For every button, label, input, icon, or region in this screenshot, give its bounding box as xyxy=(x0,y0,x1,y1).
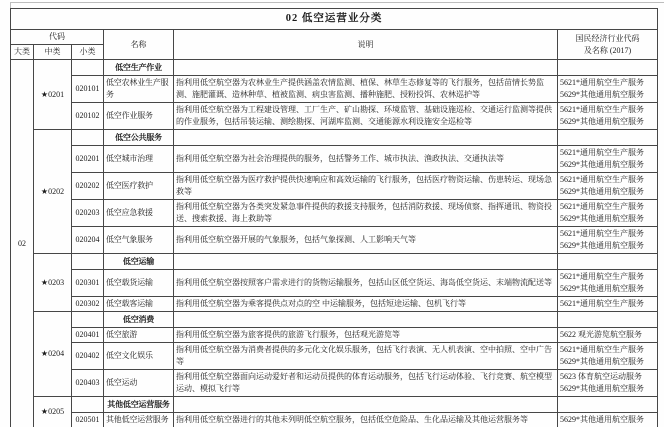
cell-industry-code xyxy=(558,60,658,76)
cell-name: 低空文化娱乐 xyxy=(104,343,174,370)
cell-name: 其他低空运营服务 xyxy=(104,413,174,427)
cell-industry-code xyxy=(558,397,658,413)
classification-table xyxy=(10,8,658,427)
header-description: 说明 xyxy=(174,30,558,60)
item-row xyxy=(11,297,658,312)
industry-code-line: 5629*其他通用航空服务 xyxy=(560,160,644,169)
cell-name: 低空气象服务 xyxy=(104,227,174,254)
industry-code-line: 5629*其他通用航空服务 xyxy=(560,214,644,223)
header-industry-code xyxy=(558,30,658,60)
category-row xyxy=(11,312,658,328)
cell-name: 低空作业服务 xyxy=(104,103,174,130)
industry-code-line: 5622 观光游览航空服务 xyxy=(560,330,642,339)
cell-industry-code xyxy=(558,103,658,130)
title-row xyxy=(11,9,658,30)
industry-code-line: 5629*其他通用航空服务 xyxy=(560,415,644,424)
cell-description: 指利用低空航空器为工程建设管理、工厂生产、矿山勘探、环境监管、基础设施巡检、交通运行监测等提供的作业服务，包括吊装运输、测绘勘探、河湖库监测、交通能源水利设施安全巡检等 xyxy=(174,103,558,130)
table-head xyxy=(11,9,658,60)
cell-industry-code xyxy=(558,254,658,270)
industry-code-line: 5629*其他通用航空服务 xyxy=(560,241,644,250)
cell-category-name: 其他低空运营服务 xyxy=(104,397,174,413)
cell-name: 低空运动 xyxy=(104,370,174,397)
item-row xyxy=(11,103,658,130)
cell-industry-code xyxy=(558,312,658,328)
category-row xyxy=(11,254,658,270)
cell-description: 指利用低空航空器为医疗救护提供快速响应和高效运输的飞行服务，包括医疗物资运输、伤患转运、现场急救等 xyxy=(174,173,558,200)
industry-code-line: 5629*其他通用航空服务 xyxy=(560,187,644,196)
item-row xyxy=(11,413,658,427)
cell-minor-code xyxy=(72,312,104,328)
cell-minor-code xyxy=(72,130,104,146)
cell-middle-code: ★0205 xyxy=(34,397,72,427)
cell-description: 指利用低空航空器为农林业生产提供涵盖农情监测、植保、林草生态修复等的飞行服务，包括苗情长势监测、施肥灌溉、造林种草、植被监测、病虫害监测、播种施肥、授粉投饵、农林巡护等 xyxy=(174,76,558,103)
industry-code-line: 5621*通用航空生产服务 xyxy=(560,299,644,308)
cell-minor-code: 020401 xyxy=(72,328,104,343)
item-row xyxy=(11,200,658,227)
cell-description xyxy=(174,60,558,76)
cell-industry-code xyxy=(558,343,658,370)
industry-code-line: 5621*通用航空生产服务 xyxy=(560,78,644,87)
header-code-group: 代码 xyxy=(11,30,104,45)
item-row xyxy=(11,227,658,254)
cell-industry-code xyxy=(558,173,658,200)
cell-name: 低空医疗救护 xyxy=(104,173,174,200)
cell-description: 指利用低空航空器为旅客提供的旅游飞行服务，包括观光游览等 xyxy=(174,328,558,343)
cell-description: 指利用低空航空器为消费者提供的多元化文化娱乐服务，包括飞行表演、无人机表演、空中拍照、空中广告等 xyxy=(174,343,558,370)
item-row xyxy=(11,76,658,103)
header-industry-code-line1: 国民经济行业代码 xyxy=(575,33,640,43)
category-row xyxy=(11,130,658,146)
cell-description xyxy=(174,254,558,270)
cell-category-name: 低空公共服务 xyxy=(104,130,174,146)
cell-minor-code: 020402 xyxy=(72,343,104,370)
cell-category-name: 低空生产作业 xyxy=(104,60,174,76)
cell-name: 低空应急救援 xyxy=(104,200,174,227)
cell-name: 低空载货运输 xyxy=(104,270,174,297)
cell-description: 指利用低空航空器进行的其他未列明低空航空服务，包括低空危险品、生化品运输及其他运营服务等 xyxy=(174,413,558,427)
industry-code-line: 5629*其他通用航空服务 xyxy=(560,384,644,393)
industry-code-line: 5629*其他通用航空服务 xyxy=(560,117,644,126)
cell-description: 指利用低空航空器为各类突发紧急事件提供的救援支持服务，包括消防救援、现场侦察、指挥通讯、物资投送、搜索救援、海上救助等 xyxy=(174,200,558,227)
cell-name: 低空载客运输 xyxy=(104,297,174,312)
cell-industry-code xyxy=(558,328,658,343)
cell-minor-code: 020202 xyxy=(72,173,104,200)
cell-name: 低空农林业生产服务 xyxy=(104,76,174,103)
cell-minor-code: 020403 xyxy=(72,370,104,397)
cell-minor-code: 020204 xyxy=(72,227,104,254)
header-row-1 xyxy=(11,30,658,45)
cell-name: 低空城市治理 xyxy=(104,146,174,173)
industry-code-line: 5629*其他通用航空服务 xyxy=(560,357,644,366)
industry-code-line: 5621*通用航空生产服务 xyxy=(560,105,644,114)
industry-code-line: 5621*通用航空生产服务 xyxy=(560,345,644,354)
cell-description xyxy=(174,312,558,328)
industry-code-line: 5629*其他通用航空服务 xyxy=(560,284,644,293)
cell-description: 指利用低空航空器为乘客提供点对点的空 中运输服务，包括短途运输、包机飞行等 xyxy=(174,297,558,312)
table-title: 02 低空运营业分类 xyxy=(11,9,658,30)
cell-middle-code: ★0201 xyxy=(34,60,72,130)
cell-industry-code xyxy=(558,297,658,312)
cell-major-code: 02 xyxy=(11,60,34,427)
cell-description: 指利用低空航空器开展的气象服务，包括气象探测、人工影响天气等 xyxy=(174,227,558,254)
item-row xyxy=(11,173,658,200)
cell-minor-code: 020102 xyxy=(72,103,104,130)
category-row xyxy=(11,60,658,76)
cell-minor-code: 020302 xyxy=(72,297,104,312)
cell-minor-code: 020501 xyxy=(72,413,104,427)
item-row xyxy=(11,370,658,397)
header-major-class: 大类 xyxy=(11,45,34,60)
cell-description: 指利用低空航空器为社会治理提供的服务，包括警务工作、城市执法、渔政执法、交通执法等 xyxy=(174,146,558,173)
cell-industry-code xyxy=(558,227,658,254)
cell-description: 指利用低空航空器面向运动爱好者和运动员提供的体育运动服务，包括飞行运动体验、飞行竞赛、航空模型运动、模拟飞行等 xyxy=(174,370,558,397)
cell-minor-code: 020201 xyxy=(72,146,104,173)
industry-code-line: 5629*其他通用航空服务 xyxy=(560,90,644,99)
cell-industry-code xyxy=(558,270,658,297)
cell-industry-code xyxy=(558,146,658,173)
header-middle-class: 中类 xyxy=(34,45,72,60)
item-row xyxy=(11,328,658,343)
cell-minor-code xyxy=(72,397,104,413)
cell-minor-code: 020203 xyxy=(72,200,104,227)
cell-minor-code: 020301 xyxy=(72,270,104,297)
industry-code-line: 5621*通用航空生产服务 xyxy=(560,229,644,238)
table-body xyxy=(11,60,658,427)
industry-code-line: 5621*通用航空生产服务 xyxy=(560,175,644,184)
cell-industry-code xyxy=(558,413,658,427)
header-name: 名称 xyxy=(104,30,174,60)
cell-middle-code: ★0203 xyxy=(34,254,72,312)
header-minor-class: 小类 xyxy=(72,45,104,60)
cell-industry-code xyxy=(558,130,658,146)
item-row xyxy=(11,146,658,173)
cell-description: 指利用低空航空器按照客户需求进行的货物运输服务，包括山区低空货运、海岛低空货运、末端物流配送等 xyxy=(174,270,558,297)
item-row xyxy=(11,270,658,297)
industry-code-line: 5621*通用航空生产服务 xyxy=(560,202,644,211)
industry-code-line: 5621*通用航空生产服务 xyxy=(560,272,644,281)
industry-code-line: 5623 体育航空运动服务 xyxy=(560,372,642,381)
cell-middle-code: ★0204 xyxy=(34,312,72,397)
cell-industry-code xyxy=(558,200,658,227)
cell-minor-code xyxy=(72,60,104,76)
cell-description xyxy=(174,130,558,146)
cell-minor-code xyxy=(72,254,104,270)
category-row xyxy=(11,397,658,413)
cell-industry-code xyxy=(558,76,658,103)
cell-name: 低空旅游 xyxy=(104,328,174,343)
cell-industry-code xyxy=(558,370,658,397)
item-row xyxy=(11,343,658,370)
header-industry-code-line2: 及名称 (2017) xyxy=(583,45,632,55)
industry-code-line: 5621*通用航空生产服务 xyxy=(560,148,644,157)
cell-category-name: 低空运输 xyxy=(104,254,174,270)
cell-middle-code: ★0202 xyxy=(34,130,72,254)
cell-minor-code: 020101 xyxy=(72,76,104,103)
cell-category-name: 低空消费 xyxy=(104,312,174,328)
cell-description xyxy=(174,397,558,413)
page-top-edge-line xyxy=(10,2,664,3)
